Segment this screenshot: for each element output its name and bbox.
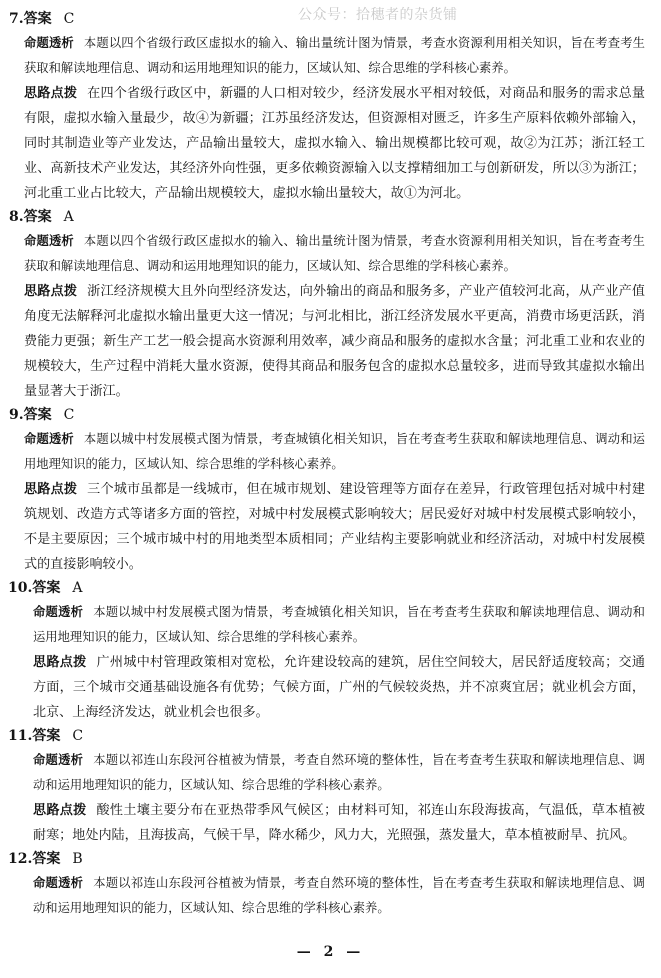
answer-label: 答案 [32, 851, 61, 867]
answer-letter: C [63, 11, 75, 27]
analysis-paragraph [0, 228, 661, 279]
hint-paragraph [0, 650, 661, 725]
hint-label: 思路点拨 [33, 803, 87, 818]
question-number: 7. [9, 11, 24, 27]
answer-key-content [0, 8, 661, 921]
analysis-label: 命题透析 [24, 431, 74, 446]
analysis-text: 本题以祁连山东段河谷植被为情景，考查自然环境的整体性，旨在考查考生获取和解读地理信息、调动和运用地理知识的能力，区域认知、综合思维的学科核心素养。 [33, 753, 645, 792]
answer-line [0, 848, 661, 870]
answer-item-10 [0, 577, 661, 725]
answer-letter: C [63, 407, 75, 423]
answer-line [0, 725, 661, 747]
hint-label: 思路点拨 [33, 655, 87, 670]
analysis-text: 本题以城中村发展模式图为情景，考查城镇化相关知识，旨在考查考生获取和解读地理信息、调动和运用地理知识的能力，区域认知、综合思维的学科核心素养。 [24, 432, 645, 471]
hint-label: 思路点拨 [24, 482, 78, 497]
answer-line [0, 577, 661, 599]
analysis-text: 本题以四个省级行政区虚拟水的输入、输出量统计图为情景，考查水资源利用相关知识，旨在考查考生获取和解读地理信息、调动和运用地理知识的能力，区域认知、综合思维的学科核心素养。 [24, 36, 645, 75]
answer-letter: A [72, 580, 83, 596]
hint-paragraph [0, 81, 661, 206]
answer-item-7 [0, 8, 661, 206]
hint-label: 思路点拨 [24, 86, 78, 101]
answer-line [0, 8, 661, 30]
answer-letter: C [72, 728, 84, 744]
analysis-label: 命题透析 [33, 875, 84, 890]
answer-line [0, 206, 661, 228]
question-number: 9. [9, 407, 24, 423]
answer-label: 答案 [32, 728, 61, 744]
analysis-paragraph [0, 870, 661, 921]
question-number: 11. [8, 728, 33, 744]
hint-text: 广州城中村管理政策相对宽松，允许建设较高的建筑，居住空间较大，居民舒适度较高；交通方面，三个城市交通基础设施各有优势；气候方面，广州的气候较炎热，并不凉爽宜居；就业机会方面，北京、上海经济发达，就业机会也很多。 [33, 655, 646, 720]
analysis-paragraph [0, 599, 661, 650]
analysis-paragraph [0, 747, 661, 798]
analysis-text: 本题以城中村发展模式图为情景，考查城镇化相关知识，旨在考查考生获取和解读地理信息、调动和运用地理知识的能力，区域认知、综合思维的学科核心素养。 [33, 605, 645, 644]
page-number: — 2 — [296, 944, 365, 960]
hint-text: 三个城市虽都是一线城市，但在城市规划、建设管理等方面存在差异，行政管理包括对城中村建筑规划、改造方式等诸多方面的管控，对城中村发展模式影响较大；居民爱好对城中村发展模式影响较小，不是主要原因；三个城市城中村的用地类型本质相同；产业结构主要影响就业和经济活动，对城中村发展模式的直接影响较小。 [24, 482, 646, 572]
answer-item-11 [0, 725, 661, 848]
hint-label: 思路点拨 [24, 284, 78, 299]
answer-line [0, 404, 661, 426]
hint-text: 酸性土壤主要分布在亚热带季风气候区；由材料可知，祁连山东段海拔高，气温低，草本植被耐寒；地处内陆，且海拔高，气候干旱，降水稀少，风力大，光照强，蒸发量大，草本植被耐旱、抗风。 [33, 803, 646, 843]
hint-paragraph [0, 279, 661, 404]
analysis-label: 命题透析 [33, 604, 84, 619]
analysis-label: 命题透析 [24, 233, 74, 248]
analysis-text: 本题以四个省级行政区虚拟水的输入、输出量统计图为情景，考查水资源利用相关知识，旨在考查考生获取和解读地理信息、调动和运用地理知识的能力，区域认知、综合思维的学科核心素养。 [24, 234, 645, 273]
analysis-text: 本题以祁连山东段河谷植被为情景，考查自然环境的整体性，旨在考查考生获取和解读地理信息、调动和运用地理知识的能力，区域认知、综合思维的学科核心素养。 [33, 876, 645, 915]
answer-letter: A [63, 209, 74, 225]
answer-label: 答案 [32, 580, 61, 596]
analysis-label: 命题透析 [33, 752, 84, 767]
answer-item-8 [0, 206, 661, 404]
question-number: 12. [8, 851, 33, 867]
answer-label: 答案 [23, 11, 52, 27]
hint-paragraph [0, 477, 661, 577]
analysis-paragraph [0, 426, 661, 477]
answer-item-9 [0, 404, 661, 577]
hint-paragraph [0, 798, 661, 848]
answer-label: 答案 [23, 209, 52, 225]
watermark: 公众号：拾穗者的杂货铺 [298, 7, 458, 23]
hint-text: 浙江经济规模大且外向型经济发达，向外输出的商品和服务多，产业产值较河北高，从产业产值角度无法解释河北虚拟水输出量更大这一情况；与河北相比，浙江经济发展水平更高，消费市场更活跃，消费能力更强；新生产工艺一般会提高水资源利用效率，减少商品和服务的虚拟水含量；河北重工业和农业的规模较大，生产过程中消耗大量水资源，使得其商品和服务包含的虚拟水总量较多，进而导致其虚拟水输出量显著大于浙江。 [24, 284, 646, 399]
question-number: 8. [9, 209, 24, 225]
answer-item-12 [0, 848, 661, 921]
answer-letter: B [72, 851, 83, 867]
answer-label: 答案 [23, 407, 52, 423]
question-number: 10. [8, 580, 33, 596]
analysis-paragraph [0, 30, 661, 81]
hint-text: 在四个省级行政区中，新疆的人口相对较少，经济发展水平相对较低，对商品和服务的需求总量有限，虚拟水输入量最少，故④为新疆；江苏虽经济发达，但资源相对匮乏，许多生产原料依赖外部输入，同时其制造业等产业发达，产品输出量较大，虚拟水输入、输出规模都比较可观，故②为江苏；浙江轻工业、高新技术产业发达，其经济外向性强，更多依赖资源输入以支撑精细加工与创新研发，所以③为浙江；河北重工业占比较大，产品输出规模较大，虚拟水输出量较大，故①为河北。 [24, 86, 646, 201]
analysis-label: 命题透析 [24, 35, 74, 50]
